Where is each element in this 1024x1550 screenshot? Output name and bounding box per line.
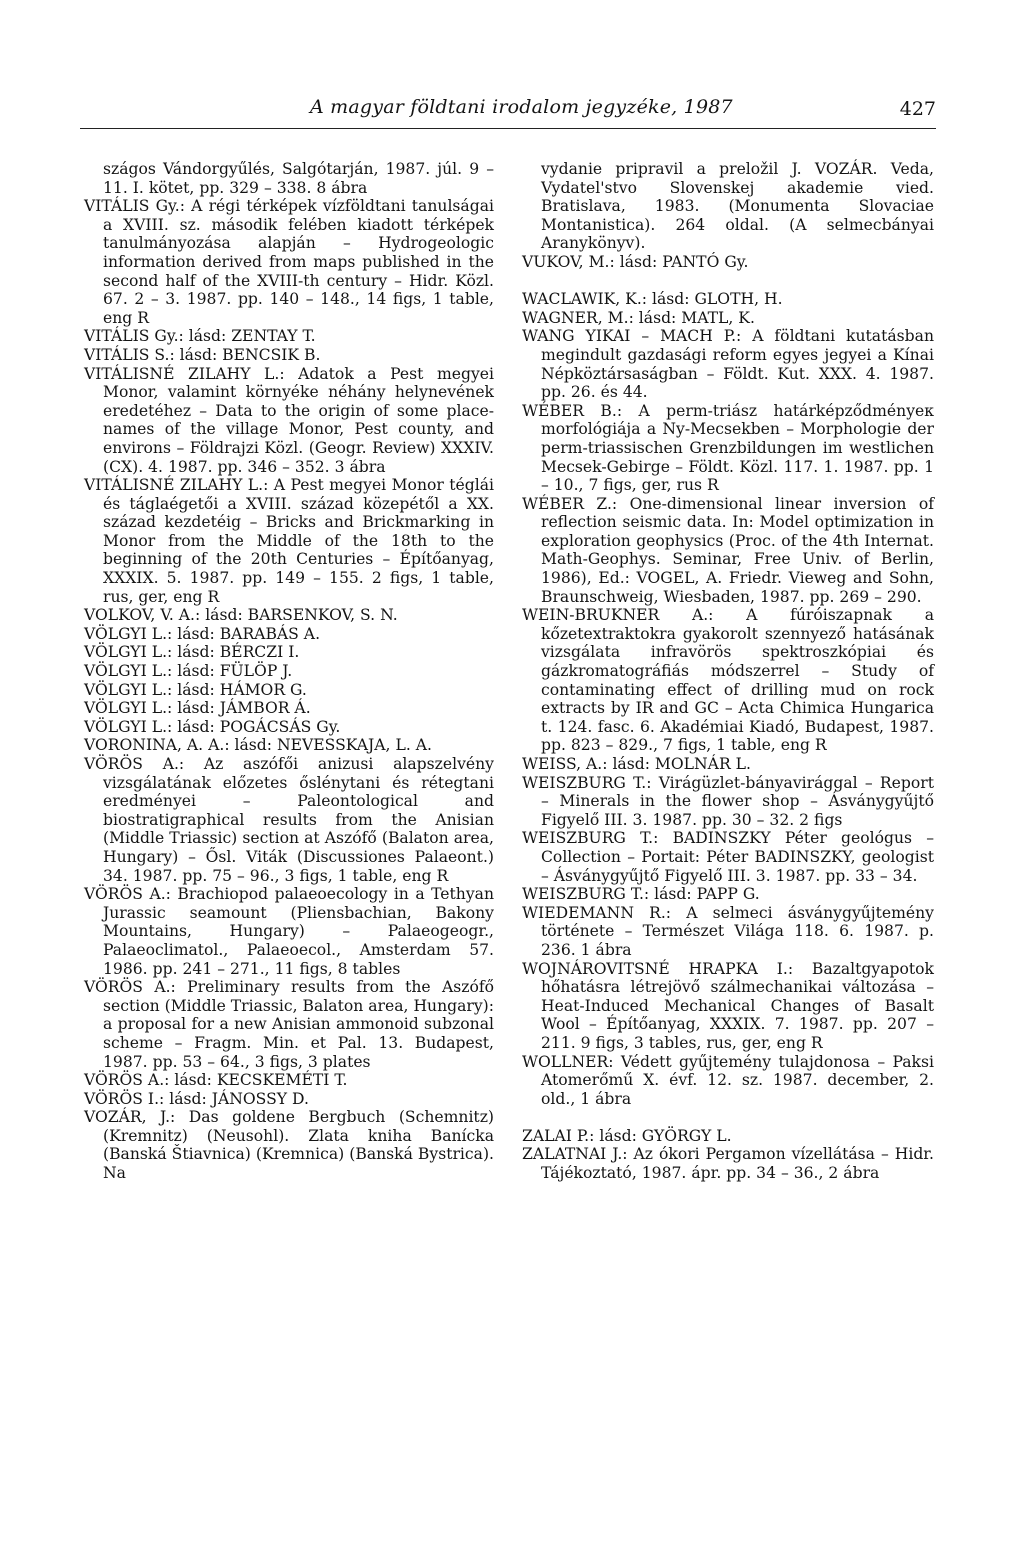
- bibliography-entry: VOLKOV, V. A.: lásd: BARSENKOV, S. N.: [84, 606, 398, 625]
- bibliography-entry: WEISS, A.: lásd: MOLNÁR L.: [522, 755, 751, 773]
- bibliography-entry: ZALAI P.: lásd: GYÖRGY L.: [522, 1126, 732, 1145]
- bibliography-entry: WAGNER, M.: lásd: MATL, K.: [522, 308, 755, 327]
- bibliography-entry: VITÁLIS Gy.: A régi térképek vízföldtani tanulságai a XVIII. sz. második felében kiadott térképek tanulmányozása alapján – Hydrogeologic information derived from maps published in the second half of the XVIII-th century – Hidr. Közl. 67. 2 – 3. 1987. pp. 140 – 148., 14 figs, 1 table, eng R: [84, 197, 494, 327]
- bibliography-entry: vydanie pripravil a preložil J. VOZÁR. Veda, Vydatel'stvo Slovenskej akademie vied. Bratislava, 1983. (Monumenta Slovaciae Montanistica). 264 oldal. (A selmecbányai Aranykönyv).: [541, 160, 934, 253]
- bibliography-entry: VITÁLIS Gy.: lásd: ZENTAY T.: [84, 327, 316, 346]
- bibliography-entry: VUKOV, M.: lásd: PANTÓ Gy.: [522, 252, 749, 271]
- running-title: A magyar földtani irodalom jegyzéke, 1987: [310, 96, 733, 118]
- bibliography-entry: VÖLGYI L.: lásd: BARABÁS A.: [84, 624, 321, 643]
- bibliography-entry: szágos Vándorgyűlés, Salgótarján, 1987. júl. 9 – 11. I. kötet, pp. 329 – 338. 8 ábra: [103, 160, 494, 197]
- running-header: [80, 96, 936, 129]
- bibliography-entry: VÖRÖS A.: Preliminary results from the Aszófő section (Middle Triassic, Balaton area, Hungary): a proposal for a new Anisian ammonoid subzonal scheme – Fragm. Min. et Pal. 13. Budapest, 1987. pp. 53 – 64., 3 figs, 3 plates: [84, 978, 495, 1071]
- bibliography-entry: WEISZBURG T.: lásd: PAPP G.: [522, 885, 760, 904]
- bibliography-entry: VÖRÖS A.: lásd: KECSKEMÉTI T.: [84, 1071, 348, 1090]
- bibliography-entry: VITÁLIS S.: lásd: BENCSIK B.: [84, 345, 321, 364]
- right-column: [522, 160, 934, 1183]
- bibliography-entry: WACLAWIK, K.: lásd: GLOTH, H.: [522, 290, 783, 309]
- bibliography-entry: ZALATNAI J.: Az ókori Pergamon vízellátása – Hidr. Tájékoztató, 1987. ápr. pp. 34 – 36., 2 ábra: [522, 1145, 934, 1183]
- bibliography-entry: VÖLGYI L.: lásd: FÜLÖP J.: [84, 662, 293, 681]
- bibliography-entry: WANG YIKAI – MACH P.: A földtani kutatásban megindult gazdasági reform egyes jegyei a Kínai Népköztársaságban – Földt. Kut. XXX. 4. 1987. pp. 26. és 44.: [522, 327, 934, 402]
- bibliography-entry: VÖLGYI L.: lásd: JÁMBOR Á.: [84, 699, 311, 718]
- bibliography-entry: VOZÁR, J.: Das goldene Bergbuch (Schemnitz) (Kremnitz) (Neusohl). Zlata kniha Banícka (Banská Štiavnica) (Kremnica) (Banská Bystrica). Na: [84, 1108, 494, 1183]
- bibliography-entry: WIEDEMANN R.: A selmeci ásványgyűjtemény története – Természet Világa 118. 6. 1987. p. 236. 1 ábra: [522, 903, 934, 959]
- bibliography-entry: VÖLGYI L.: lásd: HÁMOR G.: [84, 680, 307, 699]
- left-column: [84, 160, 494, 1183]
- bibliography-entry: WÉBER Z.: One-dimensional linear inversion of reflection seismic data. In: Model optimization in exploration geophysics (Proc. of the 4th Internat. Math-Geophys. Seminar, Free Univ. of Berlin, 1986), Ed.: VOGEL, A. Friedr. Vieweg and Sohn, Braunschweig, Wiesbaden, 1987. pp. 269 – 290.: [522, 494, 934, 606]
- bibliography-entry: VÖLGYI L.: lásd: BÉRCZI I.: [84, 643, 300, 662]
- bibliography-entry: VÖLGYI L.: lásd: POGÁCSÁS Gy.: [84, 717, 341, 736]
- bibliography-entry: VORONINA, A. A.: lásd: NEVESSKAJA, L. A.: [84, 736, 432, 755]
- bibliography-entry: WOLLNER: Védett gyűjtemény tulajdonosa – Paksi Atomerőmű X. évf. 12. sz. 1987. december, 2. old., 1 ábra: [522, 1052, 934, 1108]
- bibliography-entry: WEISZBURG T.: BADINSZKY Péter geológus – Collection – Portait: Péter BADINSZKY, geologist – Ásványgyűjtő Figyelő III. 3. 1987. pp. 33 – 34.: [522, 829, 934, 885]
- bibliography-entry: VÖRÖS A.: Az aszófői anizusi alapszelvény vizsgálatának előzetes őslénytani és rétegtani eredményei – Paleontological and biostratigraphical results from the Anisian (Middle Triassic) section at Aszófő (Balaton area, Hungary) – Ősl. Viták (Discussiones Palaeont.) 34. 1987. pp. 75 – 96., 3 figs, 1 table, eng R: [84, 755, 494, 885]
- bibliography-entry: WÉBER B.: A perm-triász határképződményeк morfológiája a Ny-Mecsekben – Morphologie der perm-triassischen Grenzbildungen im westlichen Mecsek-Gebirge – Földt. Közl. 117. 1. 1987. pp. 1 – 10., 7 figs, ger, rus R: [522, 401, 934, 495]
- bibliography-entry: VÖRÖS A.: Brachiopod palaeoecology in a Tethyan Jurassic seamount (Pliensbachian, Bakony Mountains, Hungary) – Palaeogeogr., Palaeoclimatol., Palaeoecol., Amsterdam 57. 1986. pp. 241 – 271., 11 figs, 8 tables: [84, 885, 494, 978]
- bibliography-entry: VÖRÖS I.: lásd: JÁNOSSY D.: [84, 1089, 309, 1108]
- bibliography-entry: VITÁLISNÉ ZILAHY L.: A Pest megyei Monor téglái és táglaégetői a XVIII. század közepétől a XX. század kezdetéig – Bricks and Brickmarking in Monor from the Middle of the 18th to the beginning of the 20th Centuries – Építőanyag, XXXIX. 5. 1987. pp. 149 – 155. 2 figs, 1 table, rus, ger, eng R: [84, 476, 494, 606]
- bibliography-entry: WOJNÁROVITSNÉ HRAPKA I.: Bazaltgyapotok hőhatásra létrejövő szálmechanikai változása – Heat-Induced Mechanical Changes of Basalt Wool – Építőanyag, XXXIX. 7. 1987. pp. 207 – 211. 9 figs, 3 tables, rus, ger, eng R: [522, 959, 934, 1052]
- bibliography-entry: VITÁLISNÉ ZILAHY L.: Adatok a Pest megyei Monor, valamint környéke néhány helynevének eredetéhez – Data to the origin of some place-names of the village Monor, Pest county, and environs – Földrajzi Közl. (Geogr. Review) XXXIV. (CX). 4. 1987. pp. 346 – 352. 3 ábra: [84, 364, 494, 476]
- bibliography-entry: WEISZBURG T.: Virágüzlet-bányavirággal – Report – Minerals in the flower shop – Ásványgyűjtő Figyelő III. 3. 1987. pp. 30 – 32. 2 figs: [522, 773, 934, 829]
- page-number: 427: [899, 98, 936, 120]
- bibliography-entry: WEIN-BRUKNER A.: A fúróiszapnak a kőzetextraktokra gyakorolt szennyező hatásának vizsgálata infravörös spektroszkópiai és gázkromatográfiás módszerrel – Study of contaminating effect of drilling mud on rock extracts by IR and GC – Acta Chimica Hungarica t. 124. fasc. 6. Akadémiai Kiadó, Budapest, 1987. pp. 823 – 829., 7 figs, 1 table, eng R: [522, 606, 934, 755]
